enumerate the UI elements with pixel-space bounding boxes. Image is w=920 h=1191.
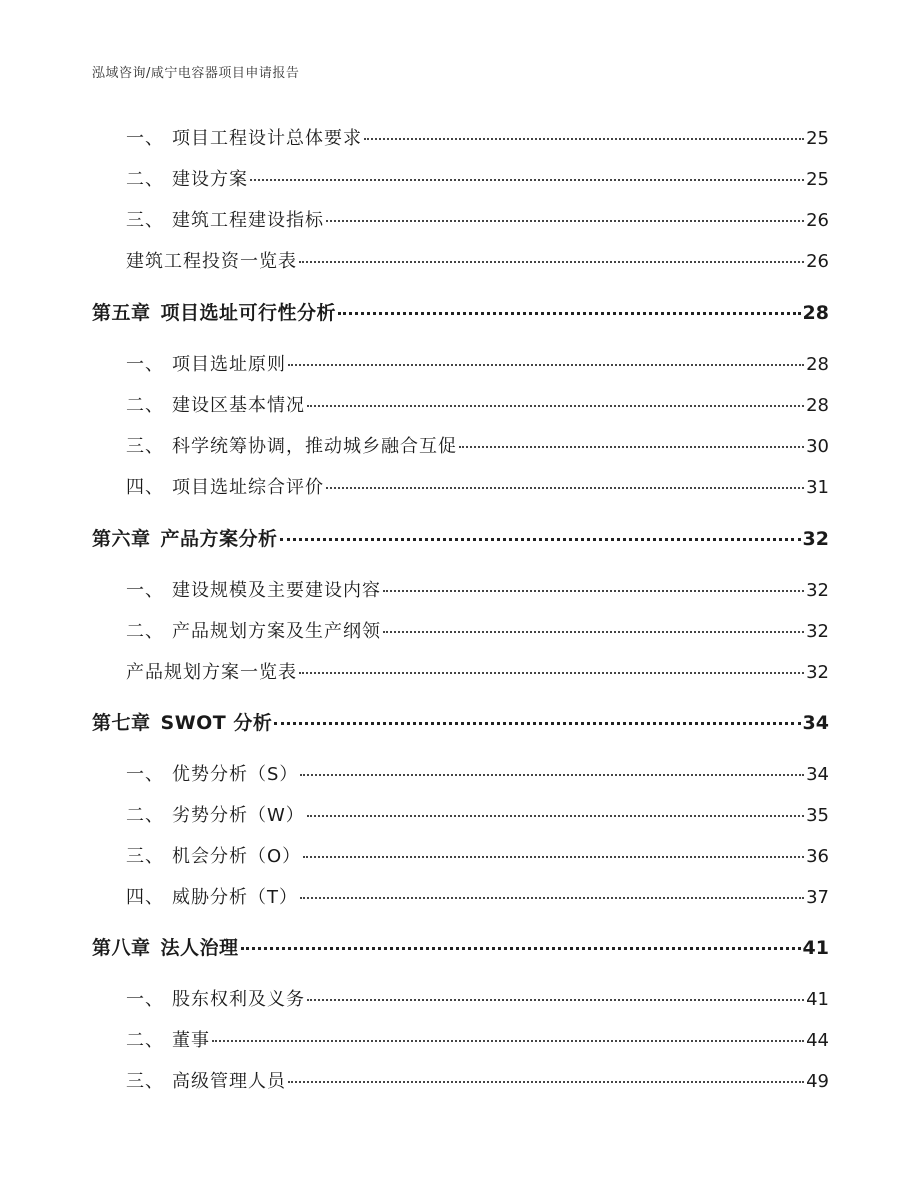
page-header: 泓域咨询/咸宁电容器项目申请报告 <box>92 66 300 81</box>
dot-leader <box>459 446 804 448</box>
toc-chapter[interactable] <box>92 933 829 960</box>
toc-entry-index: 三、 <box>126 846 164 867</box>
toc-entry-index: 一、 <box>126 354 164 375</box>
dot-leader <box>383 590 804 592</box>
toc-entry-title: 建设方案 <box>172 169 248 190</box>
toc-entry-page: 32 <box>806 662 829 683</box>
toc-entry-title: 机会分析（O） <box>172 846 302 867</box>
dot-leader <box>241 947 801 950</box>
toc-entry-page: 30 <box>806 436 829 457</box>
toc-entry-title: 股东权利及义务 <box>172 989 305 1010</box>
toc-entry-page: 26 <box>806 251 829 272</box>
toc-entry[interactable] <box>126 1026 829 1052</box>
toc-entry-table[interactable] <box>126 247 829 273</box>
toc-chapter[interactable] <box>92 524 829 551</box>
toc-entry[interactable] <box>126 432 829 458</box>
toc-chapter-number: 第六章 <box>92 528 151 550</box>
toc-entry-page: 41 <box>806 989 829 1010</box>
toc-entry-index: 四、 <box>126 887 164 908</box>
toc-entry[interactable] <box>126 842 829 868</box>
toc-entry-index: 二、 <box>126 1030 164 1051</box>
dot-leader <box>338 312 801 315</box>
toc-entry[interactable] <box>126 985 829 1011</box>
toc-entry-index: 三、 <box>126 1071 164 1092</box>
toc-entry[interactable] <box>126 391 829 417</box>
toc-entry[interactable] <box>126 760 829 786</box>
dot-leader <box>299 261 804 263</box>
toc-chapter[interactable] <box>92 298 829 325</box>
dot-leader <box>212 1040 804 1042</box>
toc-entry-table[interactable] <box>126 658 829 684</box>
toc-entry-index: 二、 <box>126 395 164 416</box>
dot-leader <box>307 999 804 1001</box>
dot-leader <box>307 815 804 817</box>
toc-entry-index: 一、 <box>126 128 164 149</box>
toc-chapter[interactable] <box>92 708 829 735</box>
toc-entry[interactable] <box>126 801 829 827</box>
dot-leader <box>303 856 804 858</box>
dot-leader <box>364 138 804 140</box>
toc-entry[interactable] <box>126 1067 829 1093</box>
dot-leader <box>250 179 804 181</box>
toc-chapter-number: 第五章 <box>92 302 151 324</box>
toc-entry-title: 产品规划方案及生产纲领 <box>172 621 381 642</box>
toc-entry[interactable] <box>126 165 829 191</box>
toc-entry[interactable] <box>126 576 829 602</box>
toc-entry-title: 项目选址原则 <box>172 354 286 375</box>
toc-entry-title: 优势分析（S） <box>172 764 299 785</box>
toc-entry-title: 建设规模及主要建设内容 <box>172 580 381 601</box>
dot-leader <box>300 897 804 899</box>
toc-entry-title: 项目工程设计总体要求 <box>172 128 362 149</box>
toc-entry-index: 一、 <box>126 580 164 601</box>
toc-entry-index: 二、 <box>126 169 164 190</box>
toc-entry-index: 三、 <box>126 436 164 457</box>
toc-entry-title: 劣势分析（W） <box>172 805 305 826</box>
toc-entry-title: 产品规划方案一览表 <box>126 662 297 683</box>
toc-chapter-number: 第七章 <box>92 712 151 734</box>
toc-entry-page: 35 <box>806 805 829 826</box>
toc-entry-title: 建筑工程投资一览表 <box>126 251 297 272</box>
toc-entry[interactable] <box>126 883 829 909</box>
toc-entry-page: 32 <box>806 580 829 601</box>
dot-leader <box>299 672 804 674</box>
toc-entry-index: 二、 <box>126 805 164 826</box>
toc-entry-title: 项目选址综合评价 <box>172 477 324 498</box>
toc-entry-title: 建筑工程建设指标 <box>172 210 324 231</box>
toc-entry[interactable] <box>126 124 829 150</box>
toc-chapter-title: 法人治理 <box>160 937 239 959</box>
toc-entry-page: 49 <box>806 1071 829 1092</box>
toc-chapter-title: 项目选址可行性分析 <box>160 302 337 324</box>
toc-entry-page: 28 <box>806 395 829 416</box>
toc-entry-page: 44 <box>806 1030 829 1051</box>
dot-leader <box>383 631 804 633</box>
toc-entry-title: 建设区基本情况 <box>172 395 305 416</box>
dot-leader <box>326 220 804 222</box>
toc-chapter-title: 产品方案分析 <box>160 528 278 550</box>
dot-leader <box>288 1081 804 1083</box>
toc-entry[interactable] <box>126 350 829 376</box>
dot-leader <box>300 774 804 776</box>
toc-entry-page: 32 <box>806 621 829 642</box>
toc-entry-page: 31 <box>806 477 829 498</box>
toc-entry-index: 二、 <box>126 621 164 642</box>
toc-entry-title: 董事 <box>172 1030 210 1051</box>
dot-leader <box>274 722 800 725</box>
toc-entry-page: 25 <box>806 128 829 149</box>
toc-entry-page: 37 <box>806 887 829 908</box>
toc-entry-title: 威胁分析（T） <box>172 887 298 908</box>
toc-entry-page: 25 <box>806 169 829 190</box>
toc-entry-title: 科学统筹协调，推动城乡融合互促 <box>172 436 457 457</box>
toc-entry-page: 34 <box>806 764 829 785</box>
toc-chapter-page: 32 <box>802 528 829 550</box>
toc-entry-index: 四、 <box>126 477 164 498</box>
toc-chapter-page: 28 <box>802 302 829 324</box>
toc-chapter-page: 41 <box>802 937 829 959</box>
dot-leader <box>288 364 804 366</box>
toc-chapter-page: 34 <box>802 712 829 734</box>
toc-entry[interactable] <box>126 617 829 643</box>
toc-chapter-number: 第八章 <box>92 937 151 959</box>
toc-entry[interactable] <box>126 206 829 232</box>
toc-chapter-title: SWOT 分析 <box>160 712 273 734</box>
toc-entry-index: 一、 <box>126 989 164 1010</box>
dot-leader <box>280 538 801 541</box>
dot-leader <box>326 487 804 489</box>
toc-entry-title: 高级管理人员 <box>172 1071 286 1092</box>
toc-entry-index: 三、 <box>126 210 164 231</box>
dot-leader <box>307 405 804 407</box>
toc-entry-index: 一、 <box>126 764 164 785</box>
toc-entry[interactable] <box>126 473 829 499</box>
toc-entry-page: 28 <box>806 354 829 375</box>
toc-entry-page: 26 <box>806 210 829 231</box>
toc-entry-page: 36 <box>806 846 829 867</box>
